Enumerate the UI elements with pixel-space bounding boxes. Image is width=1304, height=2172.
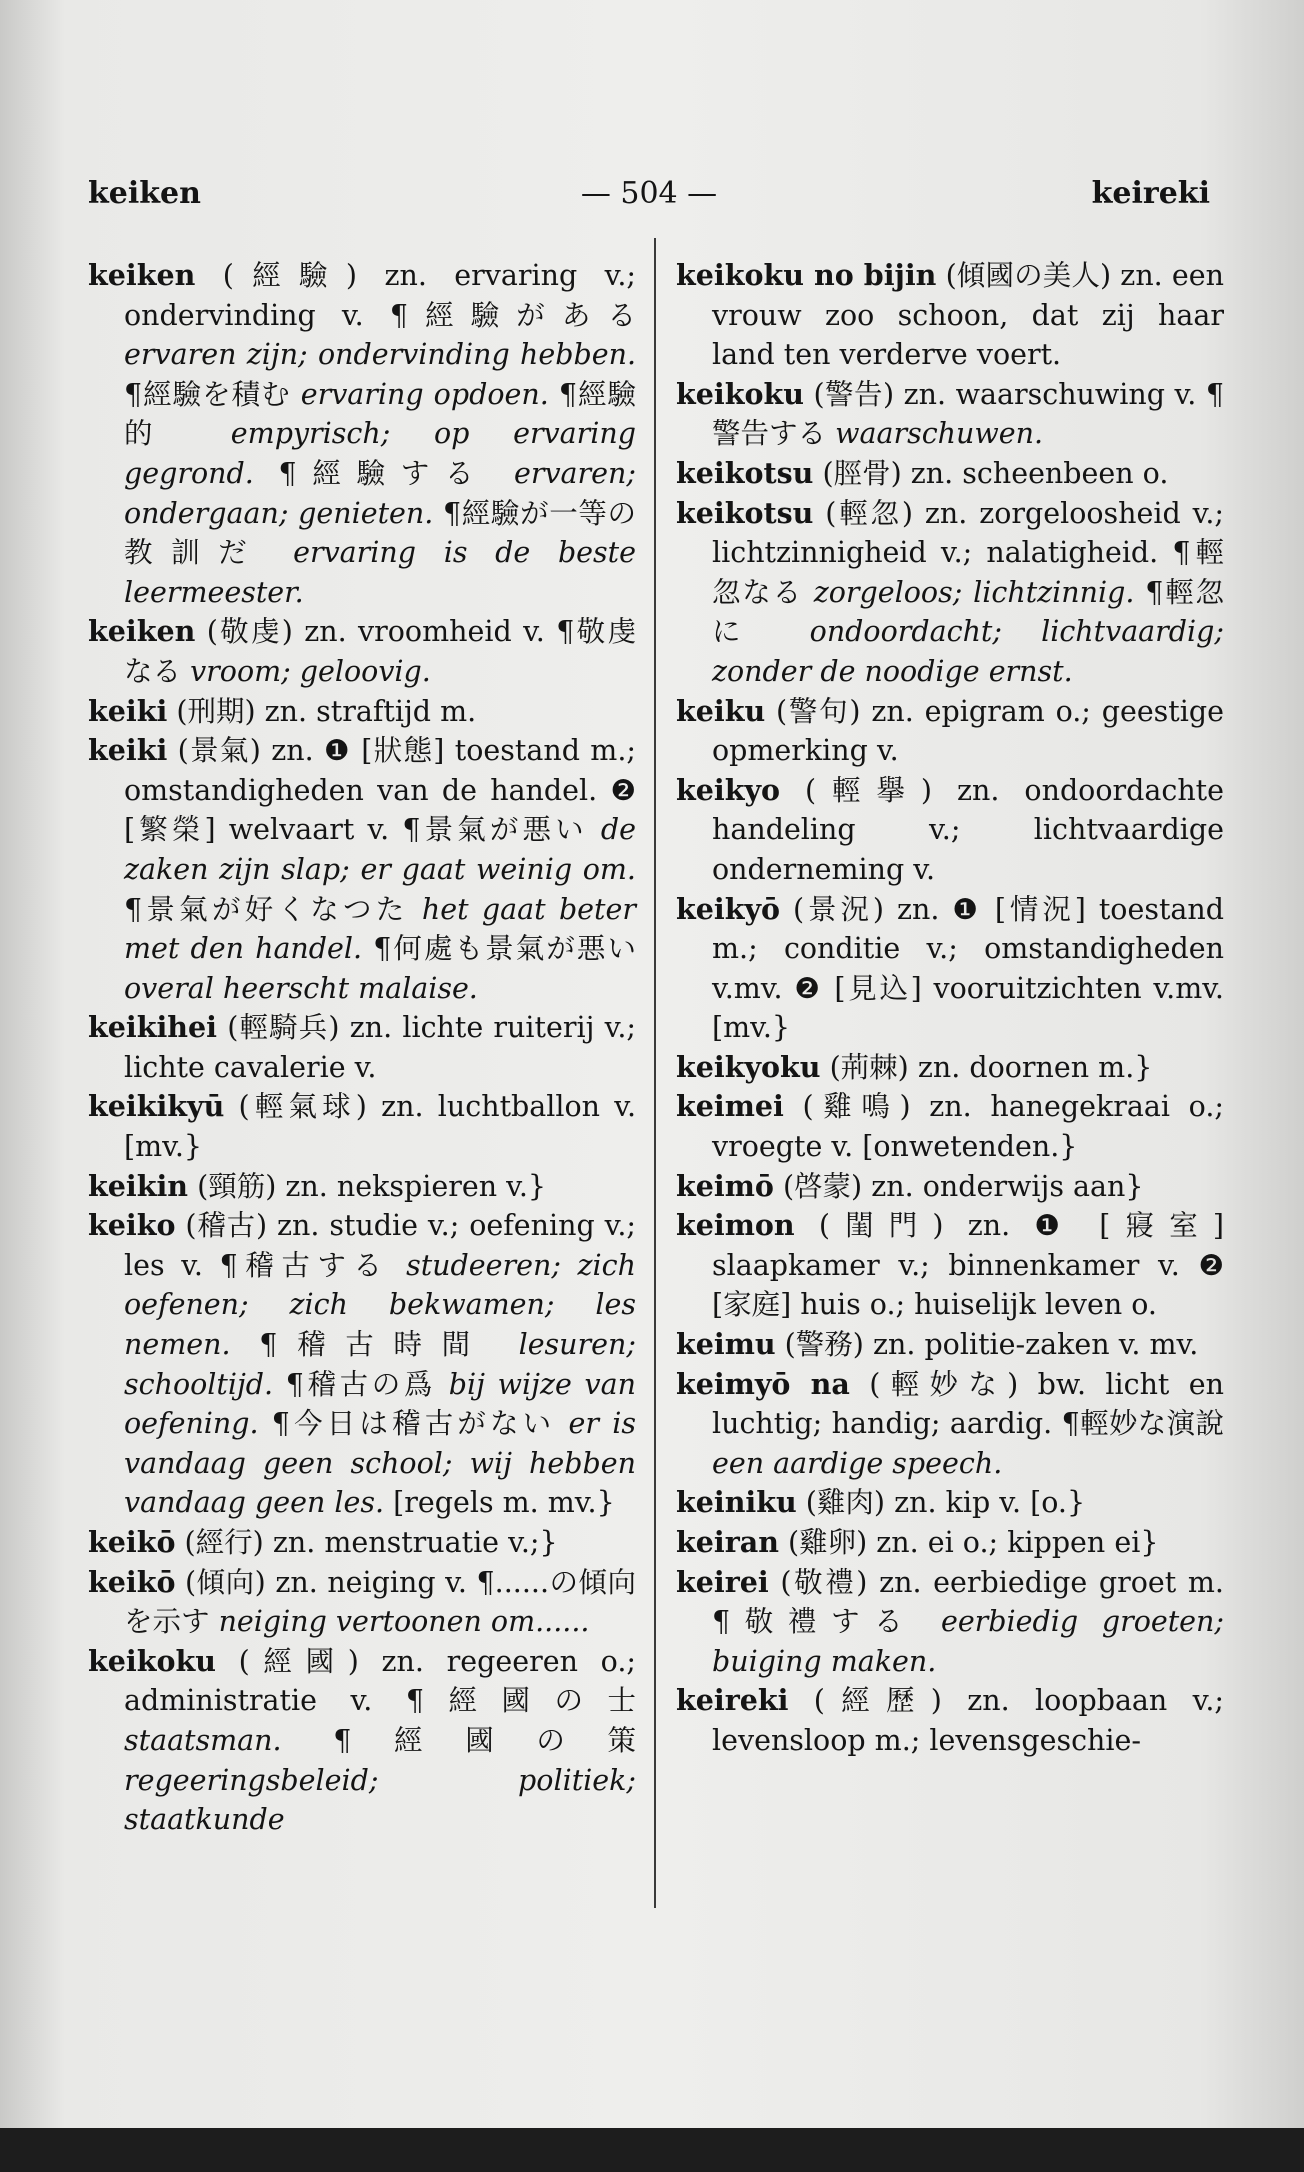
entry-definition-text: ¶輕忽に (712, 575, 1224, 649)
entry-definition-text: (敬虔) zn. vroomheid v. ¶敬虔なる (124, 615, 636, 688)
dictionary-entry (88, 1523, 636, 1563)
entry-definition-text: (雞鳴) zn. hanegekraai o.; vroegte v. [onwetenden.} (712, 1090, 1224, 1164)
entry-definition-text: (景況) zn. ❶ [情況] toestand m.; conditie v.; omstandigheden v.mv. ❷ [見込] vooruitzichten v.mv. [mv.} (712, 892, 1224, 1045)
entry-example-translation: er is vandaag geen school; wij hebben vandaag geen les. (124, 1407, 636, 1520)
dictionary-entry (88, 612, 636, 691)
entry-headword: keiki (88, 693, 168, 728)
entry-definition-text: (脛骨) zn. scheenbeen o. (822, 456, 1169, 490)
entry-example-translation: ervaren; ondergaan; genieten. (124, 456, 636, 530)
dictionary-entry (676, 375, 1224, 454)
right-column (676, 256, 1224, 1761)
dictionary-entry (676, 454, 1224, 494)
entry-definition-text: (荊棘) zn. doornen m.} (829, 1050, 1153, 1084)
dictionary-entry (676, 1681, 1224, 1760)
page-edge-shadow (0, 2128, 1304, 2172)
entry-example-translation: overal heerscht malaise. (124, 971, 478, 1005)
entry-definition-text: (輕騎兵) zn. lichte ruiterij v.; lichte cavalerie v. (124, 1011, 637, 1084)
entry-headword: keikoku (676, 376, 804, 411)
dictionary-entry (676, 1167, 1224, 1207)
entry-definition-text: (輕忽) zn. zorgeloosheid v.; lichtzinnigheid v.; nalatigheid. ¶輕忽なる (712, 496, 1224, 609)
entry-definition-text: ¶稽古の爲 (273, 1367, 449, 1401)
entry-headword: keirei (676, 1564, 769, 1599)
entry-example-translation: ondoordacht; lichtvaardig; zonder de noodige ernst. (712, 615, 1225, 688)
dictionary-entry (676, 1483, 1224, 1523)
dictionary-entry (88, 1206, 636, 1523)
entry-headword: keikotsu (676, 455, 814, 490)
entry-headword: keikihei (88, 1010, 217, 1045)
entry-definition-text: (輕擧) zn. ondoordachte handeling v.; lichtvaardige onderneming v. (712, 773, 1224, 886)
header-guide-word-left: keiken (88, 176, 201, 211)
dictionary-entry (676, 890, 1224, 1048)
entry-headword: keikyoku (676, 1049, 821, 1084)
entry-definition-text: (頸筋) zn. nekspieren v.} (197, 1169, 547, 1203)
dictionary-entry (676, 1563, 1224, 1682)
entry-definition-text: (經驗) zn. ervaring v.; ondervinding v. ¶經驗がある (124, 259, 636, 332)
entry-definition-text: (雞肉) zn. kip v. [o.} (805, 1486, 1086, 1520)
entry-example-translation: bij wijze van oefening. (124, 1367, 636, 1441)
entry-definition-text: ¶經驗が一等の教訓だ (124, 496, 636, 570)
entry-definition-text: (稽古) zn. studie v.; oefening v.; les v. ¶稽古する (124, 1209, 636, 1282)
entry-definition-text: ¶經驗的 (124, 377, 636, 451)
entry-definition-text: (警句) zn. epigram o.; geestige opmerking v. (712, 694, 1224, 768)
entry-headword: keikyo (676, 772, 781, 807)
entry-headword: keiki (88, 733, 168, 768)
entry-headword: keikikyū (88, 1089, 225, 1124)
entry-definition-text: ¶何處も景氣が悪い (362, 932, 636, 966)
entry-definition-text: ¶今日は稽古がない (258, 1407, 569, 1441)
dictionary-entry (676, 1365, 1224, 1484)
entry-headword: keiniku (676, 1485, 797, 1520)
dictionary-entry (676, 1206, 1224, 1325)
entry-definition-text: (輕氣球) zn. luchtballon v. [mv.} (124, 1090, 637, 1164)
entry-headword: keikoku (88, 1643, 216, 1678)
entry-example-translation: een aardige speech. (712, 1446, 1003, 1480)
dictionary-entry (88, 1087, 636, 1166)
entry-example-translation: de zaken zijn slap; er gaat weinig om. (124, 813, 636, 886)
dictionary-entry (676, 1048, 1224, 1088)
dictionary-entry (88, 1167, 636, 1207)
entry-definition-text: (經行) zn. menstruatie v.;} (184, 1526, 558, 1559)
entry-headword: keimu (676, 1327, 776, 1362)
entry-headword: keireki (676, 1683, 789, 1718)
entry-headword: keiran (676, 1525, 779, 1559)
entry-definition-text: (輕妙な) bw. licht en luchtig; handig; aardig. ¶輕妙な演說 (712, 1367, 1224, 1441)
entry-definition-text: (傾向) zn. neiging v. ¶......の傾向を示す (124, 1565, 636, 1639)
entry-headword: keiko (88, 1208, 176, 1243)
entry-definition-text: (經歷) zn. loopbaan v.; levensloop m.; levensgeschie- (712, 1684, 1225, 1757)
entry-example-translation: het gaat beter met den handel. (124, 892, 636, 966)
entry-example-translation: eerbiedig groeten; buiging maken. (712, 1605, 1224, 1678)
entry-definition-text: [regels m. mv.} (384, 1486, 615, 1520)
entry-example-translation: zorgeloos; lichtzinnig. (813, 575, 1135, 609)
dictionary-entry (676, 256, 1224, 375)
entry-definition-text: (敬禮) zn. eerbiedige groet m. ¶敬禮する (712, 1565, 1224, 1639)
entry-headword: keimō (676, 1168, 774, 1203)
dictionary-entry (676, 1325, 1224, 1365)
entry-definition-text: (傾國の美人) zn. een vrouw zoo schoon, dat zij haar land ten verderve voert. (712, 259, 1225, 372)
running-header (88, 176, 1210, 226)
entry-definition-text: (景氣) zn. ❶ [狀態] toestand m.; omstandigheden van de handel. ❷ [繁榮] welvaart v. ¶景氣が悪い (124, 734, 636, 847)
entry-headword: keikotsu (676, 495, 814, 530)
dictionary-entry (676, 494, 1224, 692)
entry-definition-text: ¶稽古時間 (230, 1328, 519, 1362)
entry-definition-text: ¶景氣が好くなつた (124, 892, 422, 926)
entry-headword: keiken (88, 258, 196, 292)
column-divider (654, 238, 656, 1908)
entry-definition-text: (警告) zn. waarschuwing v. ¶警告する (712, 377, 1224, 451)
left-column (88, 256, 636, 1840)
entry-definition-text: (刑期) zn. straftijd m. (176, 694, 477, 728)
entry-headword: keikin (88, 1168, 189, 1203)
entry-example-translation: ervaren zijn; ondervinding hebben. (124, 338, 636, 372)
dictionary-entry (676, 771, 1224, 890)
entry-headword: keimon (676, 1208, 795, 1243)
entry-headword: keikō (88, 1564, 176, 1599)
entry-definition-text: ¶經驗を積む (124, 377, 301, 411)
page-number: — 504 — (580, 176, 718, 211)
entry-example-translation: ervaring is de beste leermeester. (124, 536, 636, 609)
dictionary-entry (676, 1087, 1224, 1166)
entry-example-translation: studeeren; zich oefenen; zich bekwamen; les nemen. (124, 1248, 636, 1362)
dictionary-entry (676, 692, 1224, 771)
dictionary-entry (88, 1642, 636, 1840)
entry-example-translation: empyrisch; op ervaring gegrond. (124, 417, 636, 490)
entry-headword: keiken (88, 614, 196, 649)
dictionary-entry (676, 1523, 1224, 1563)
dictionary-entry (88, 256, 636, 612)
entry-headword: keiku (676, 693, 766, 728)
entry-example-translation: neiging vertoonen om...... (218, 1605, 590, 1639)
entry-definition-text: (雞卵) zn. ei o.; kippen ei} (787, 1526, 1159, 1559)
entry-definition-text: ¶經國の策 (281, 1723, 636, 1757)
entry-example-translation: waarschuwen. (835, 417, 1044, 451)
entry-definition-text: (警務) zn. politie-zaken v. mv. (784, 1328, 1199, 1362)
entry-headword: keimyō na (676, 1366, 850, 1401)
entry-headword: keikyō (676, 891, 781, 926)
entry-example-translation: ervaring opdoen. (300, 377, 549, 411)
entry-example-translation: regeeringsbeleid; politiek; staatkunde (124, 1763, 636, 1837)
dictionary-entry (88, 731, 636, 1008)
entry-headword: keimei (676, 1089, 784, 1124)
entry-definition-text: ¶經驗する (253, 456, 514, 490)
entry-headword: keikō (88, 1525, 176, 1559)
header-guide-word-right: keireki (1091, 176, 1210, 211)
entry-example-translation: staatsman. (124, 1723, 282, 1757)
entry-definition-text: (經國) zn. regeeren o.; administratie v. ¶經國の士 (124, 1644, 637, 1718)
entry-definition-text: (閨門) zn. ❶ [寢室] slaapkamer v.; binnenkamer v. ❷ [家庭] huis o.; huiselijk leven o. (712, 1209, 1224, 1322)
entry-headword: keikoku no bijin (676, 258, 937, 292)
entry-example-translation: lesuren; schooltijd. (124, 1328, 636, 1401)
dictionary-entry (88, 1008, 636, 1087)
dictionary-entry (88, 1563, 636, 1642)
dictionary-entry (88, 692, 636, 732)
entry-example-translation: vroom; geloovig. (190, 654, 431, 688)
entry-definition-text: (啓蒙) zn. onderwijs aan} (782, 1169, 1144, 1203)
